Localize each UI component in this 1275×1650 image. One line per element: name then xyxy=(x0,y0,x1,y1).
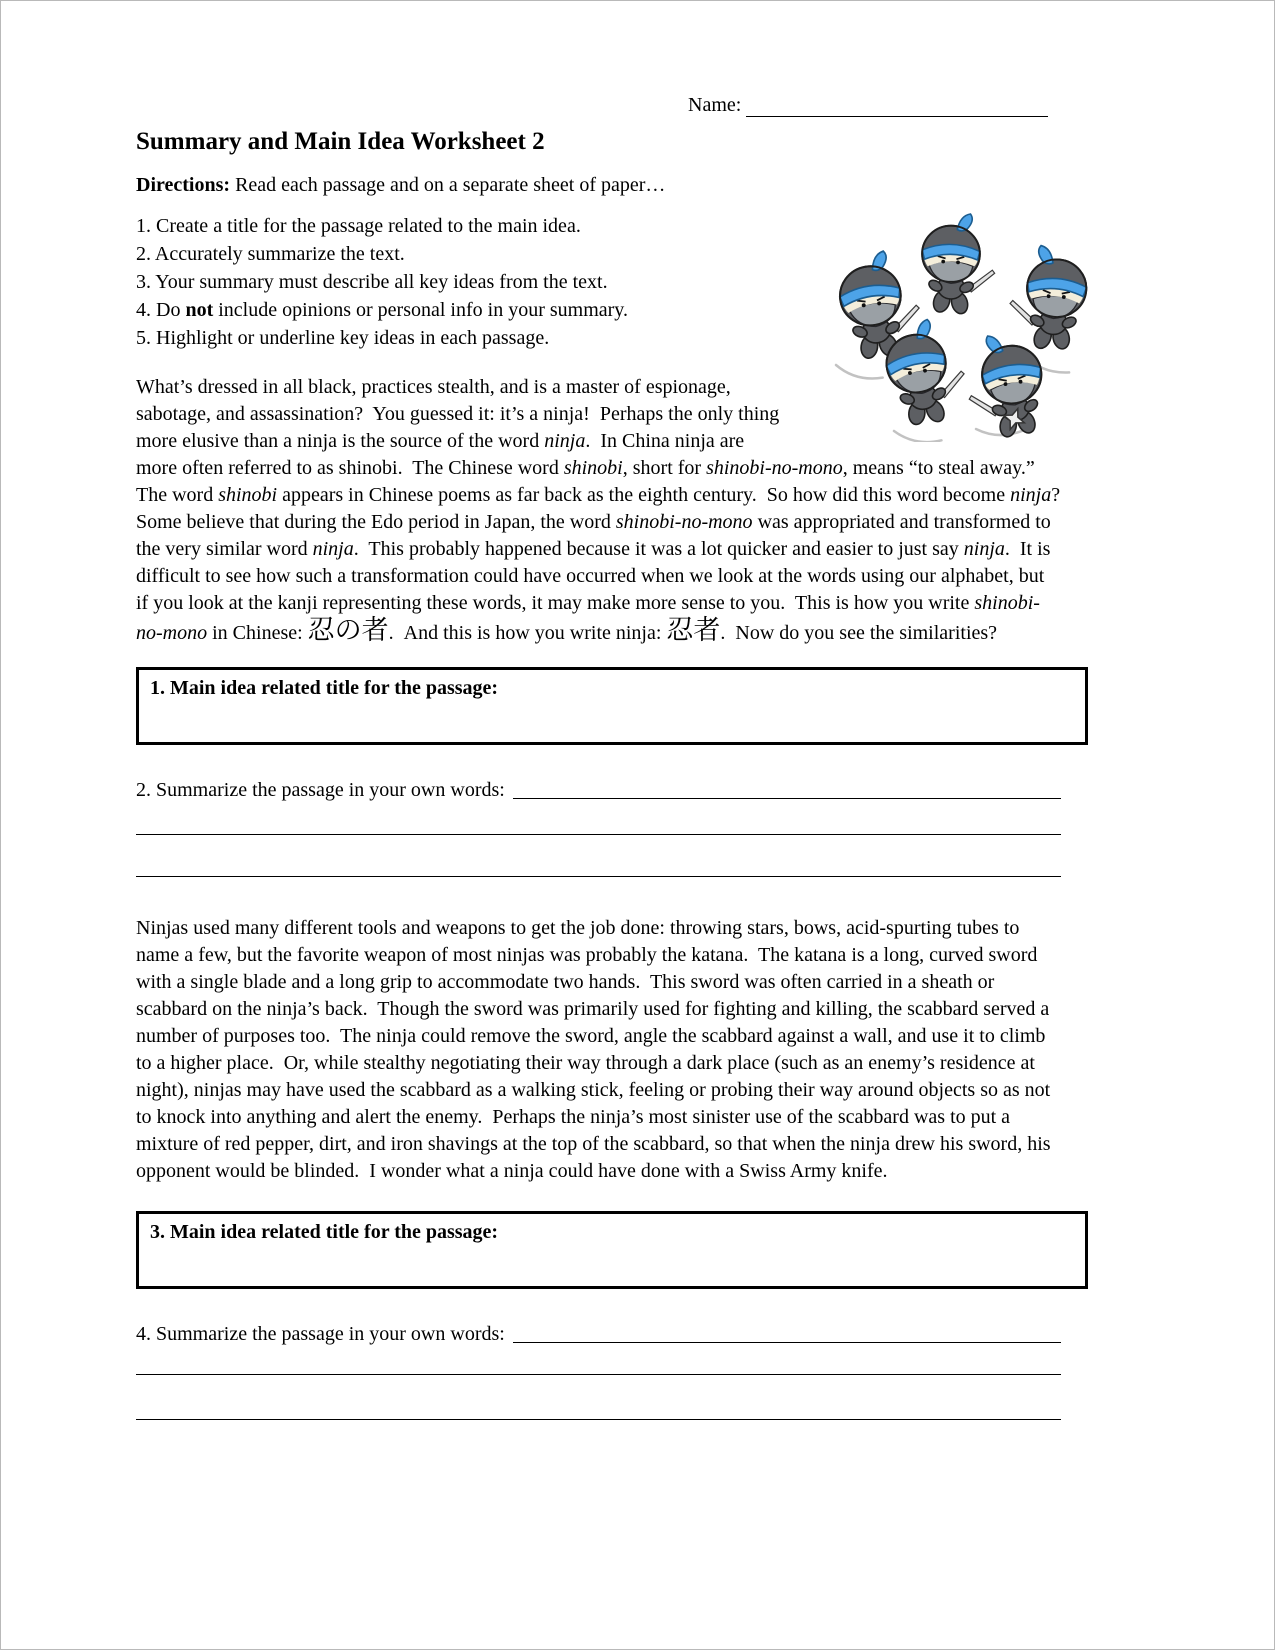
ninja-figure-top xyxy=(922,214,995,316)
name-input-line[interactable] xyxy=(746,96,1048,117)
text-segment: , means “to steal away.” The word xyxy=(136,457,1045,506)
text-segment: was appropriated and transformed to the very similar word xyxy=(136,511,1056,560)
kanji-text: 忍者 xyxy=(666,615,721,645)
text-segment: , short for xyxy=(622,457,707,479)
ninja-illustration xyxy=(808,207,1088,442)
passage-2 xyxy=(136,915,1061,1185)
motion-swoosh xyxy=(835,365,884,381)
text-segment: shinobi xyxy=(563,457,623,479)
name-row xyxy=(688,93,1088,117)
text-segment: shinobi-no-mono xyxy=(615,511,753,533)
prompt-2-answer-line[interactable] xyxy=(513,798,1061,799)
text-segment: 3. Your summary must describe all key ideas from the text. xyxy=(136,271,608,293)
ninja-figure-right xyxy=(1006,243,1088,354)
text-segment: include opinions or personal info in your summary. xyxy=(213,299,628,321)
writing-line-1[interactable] xyxy=(136,804,1061,835)
text-segment: ninja xyxy=(963,538,1005,560)
text-segment: ninja xyxy=(312,538,354,560)
directions xyxy=(136,172,1088,199)
prompt-4-label: 4. Summarize the passage in your own words: xyxy=(136,1323,505,1345)
text-segment: What’s dressed in all black, practices stealth, and is a master of espionage, sabotage, and assassination? You guessed it: it’s a ninja! Perhaps the only thing more elusive than a ninja is the source of the word xyxy=(136,376,785,452)
writing-line-2[interactable] xyxy=(136,835,1061,877)
motion-swoosh xyxy=(893,431,942,442)
page-title: Summary and Main Idea Worksheet 2 xyxy=(136,128,545,155)
answer-box-3-label: 3. Main idea related title for the passage: xyxy=(150,1221,499,1243)
name-label: Name: xyxy=(688,94,742,116)
writing-line-3[interactable] xyxy=(136,1348,1061,1375)
text-segment: Ninjas used many different tools and weapons to get the job done: throwing stars, bows, acid-spurting tubes to name a few, but the favorite weapon of most ninjas was probably the katana. The katana is a long, curved sword with a single blade and a long grip to accommodate two hands. This sword was often carried in a sheath or scabbard on the ninja’s back. Though the sword was primarily used for fighting and killing, the scabbard served a number of purposes too. The ninja could remove the sword, angle the scabbard against a wall, and use it to climb to a higher place. Or, while stealthy negotiating their way through a dark place (such as an enemy’s residence at night), ninjas may have used the scabbard as a walking stick, feeling or probing their way around objects so as not to knock into anything and alert the enemy. Perhaps the ninja’s most sinister use of the scabbard was to put a mixture of red pepper, dirt, and iron shavings at the top of the scabbard, so that when the ninja drew his sword, his opponent would be blinded. I wonder what a ninja could have done with a Swiss Army knife. xyxy=(136,917,1056,1182)
ninja-illustration-svg xyxy=(808,207,1088,442)
text-segment: ninja xyxy=(544,430,586,452)
text-segment: ninja xyxy=(1010,484,1052,506)
text-segment: . It is difficult to see how such a transformation could have occurred when we look at the words using our alphabet, but if you look at the kanji representing these words, it may make more sense to you. This is how you write xyxy=(136,538,1056,614)
kanji-text: 忍の者 xyxy=(307,615,389,645)
text-segment: shinobi xyxy=(218,484,278,506)
text-segment: shinobi-no-mono xyxy=(706,457,843,479)
text-segment: 5. Highlight or underline key ideas in each passage. xyxy=(136,327,550,349)
text-segment: . Now do you see the similarities? xyxy=(720,622,998,644)
text-segment: not xyxy=(185,299,214,321)
prompt-2 xyxy=(136,777,1061,804)
text-segment: shinobi-no-mono xyxy=(136,592,1040,644)
text-segment: . This probably happened because it was a lot quicker and easier to just say xyxy=(353,538,964,560)
text-segment: 2. Accurately summarize the text. xyxy=(136,243,405,265)
prompt-2-label: 2. Summarize the passage in your own words: xyxy=(136,779,505,801)
text-segment: in Chinese: xyxy=(207,622,308,644)
writing-line-4[interactable] xyxy=(136,1375,1061,1420)
ninja-figure-bottom-right xyxy=(963,331,1048,442)
text-segment: . And this is how you write ninja: xyxy=(388,622,667,644)
directions-text: Read each passage and on a separate sheet of paper… xyxy=(235,174,666,196)
answer-box-1-label: 1. Main idea related title for the passage: xyxy=(150,677,499,699)
text-segment: 4. Do xyxy=(136,299,186,321)
text-segment: . In China ninja are more often referred to as shinobi. The Chinese word xyxy=(136,430,750,479)
prompt-4-answer-line[interactable] xyxy=(513,1342,1061,1343)
answer-box-1[interactable] xyxy=(136,667,1088,745)
directions-label: Directions: xyxy=(136,174,231,196)
answer-box-3[interactable] xyxy=(136,1211,1088,1289)
text-segment: 1. Create a title for the passage related to the main idea. xyxy=(136,215,581,237)
text-segment: ? Some believe that during the Edo period in Japan, the word xyxy=(136,484,1071,533)
text-segment: appears in Chinese poems as far back as the eighth century. So how did this word become xyxy=(277,484,1011,506)
prompt-4 xyxy=(136,1321,1061,1348)
